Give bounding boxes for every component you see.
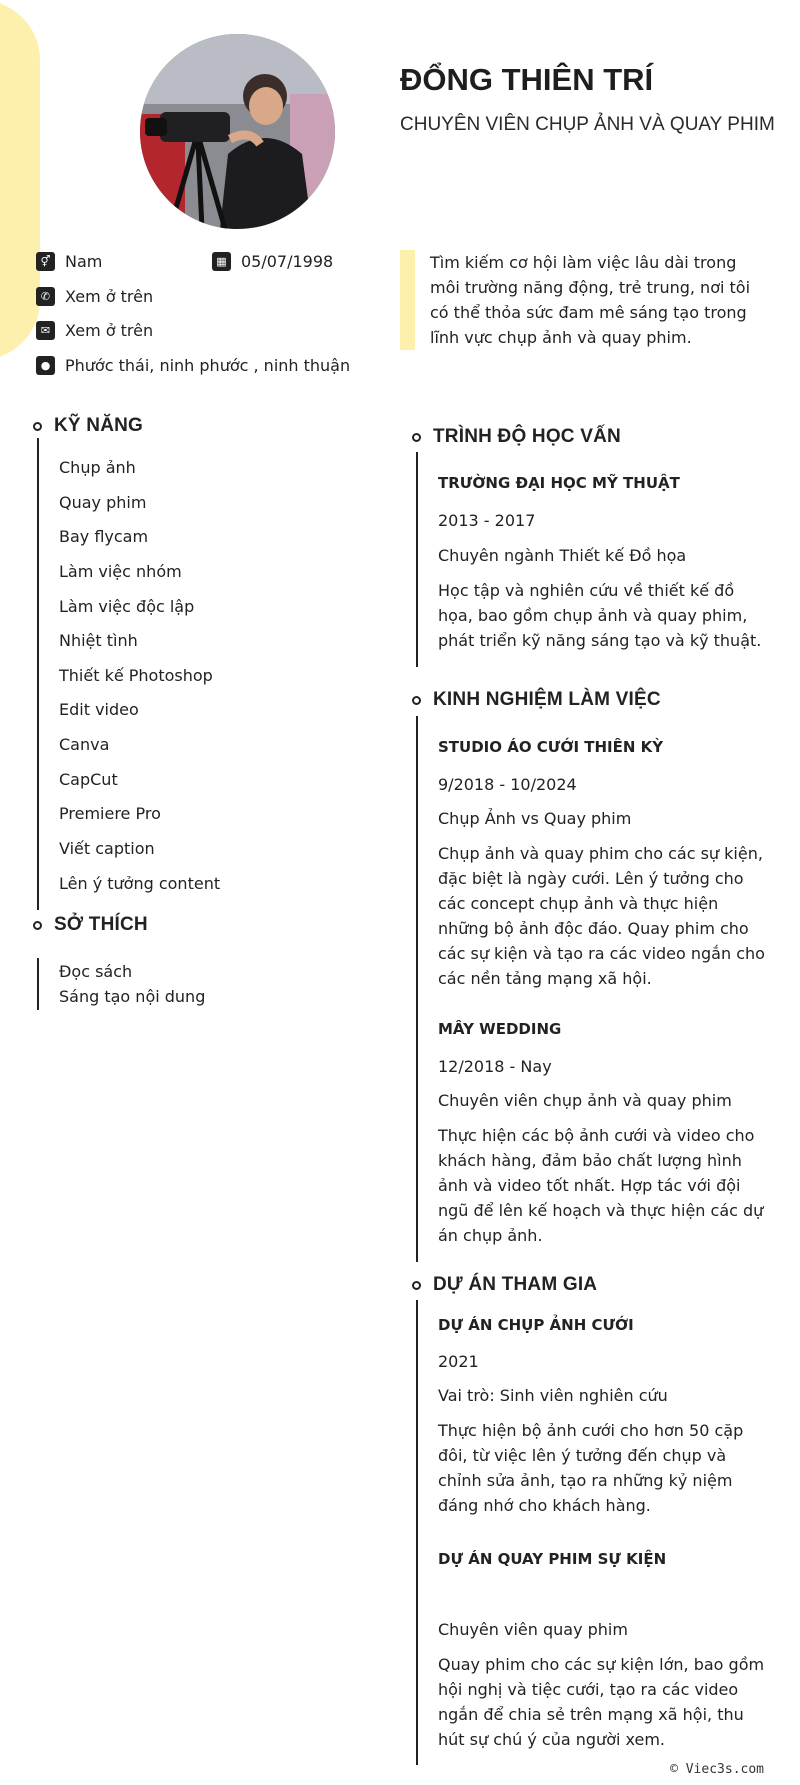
job-description: Chụp ảnh và quay phim cho các sự kiện, đặc biệt là ngày cưới. Lên ý tưởng cho các concept chụp ảnh và thực hiện những bộ ảnh độc đáo. Quay phim cho các sự kiện và tạo ra các video ngắn cho các nền tảng mạng xã hội. bbox=[438, 844, 765, 988]
section-marker-icon bbox=[412, 1281, 421, 1290]
skill-item: Làm việc nhóm bbox=[59, 562, 182, 581]
skill-item: Edit video bbox=[59, 700, 139, 719]
gender-icon: ⚥ bbox=[36, 252, 55, 271]
skill-item: Thiết kế Photoshop bbox=[59, 666, 213, 685]
projects-heading: DỰ ÁN THAM GIA bbox=[433, 1274, 598, 1295]
phone-value: Xem ở trên bbox=[65, 287, 154, 306]
education-major: Chuyên ngành Thiết kế Đồ họa bbox=[438, 546, 687, 565]
skill-item: Quay phim bbox=[59, 493, 147, 512]
skill-item: Chụp ảnh bbox=[59, 458, 136, 477]
birthday-row bbox=[212, 252, 333, 271]
school-name: TRƯỜNG ĐẠI HỌC MỸ THUẬT bbox=[438, 474, 680, 492]
photo-illustration bbox=[140, 34, 335, 229]
address-row bbox=[36, 356, 350, 375]
hobby-item: Sáng tạo nội dung bbox=[59, 987, 206, 1006]
job-period: 12/2018 - Nay bbox=[438, 1057, 552, 1076]
skills-timeline-line bbox=[37, 438, 39, 910]
hobbies-heading: SỞ THÍCH bbox=[54, 914, 148, 935]
project-description: Quay phim cho các sự kiện lớn, bao gồm hội nghị và tiệc cưới, tạo ra các video ngắn để chia sẻ trên mạng xã hội, thu hút sự chú ý của người xem. bbox=[438, 1655, 765, 1749]
address-value: Phước thái, ninh phước , ninh thuận bbox=[65, 356, 351, 375]
objective-accent-bar bbox=[400, 250, 415, 350]
education-years: 2013 - 2017 bbox=[438, 511, 536, 530]
job-title: CHUYÊN VIÊN CHỤP ẢNH VÀ QUAY PHIM bbox=[400, 114, 775, 135]
projects-heading-row bbox=[412, 1274, 597, 1296]
project-role: Chuyên viên quay phim bbox=[438, 1620, 628, 1639]
career-objective: Tìm kiếm cơ hội làm việc lâu dài trong môi trường năng động, trẻ trung, nơi tôi có thể thỏa sức đam mê sáng tạo trong lĩnh vực chụp ảnh và quay phim. bbox=[430, 253, 751, 347]
experience-heading: KINH NGHIỆM LÀM VIỆC bbox=[433, 689, 661, 710]
skill-item: Viết caption bbox=[59, 839, 155, 858]
envelope-icon: ✉ bbox=[36, 321, 55, 340]
education-description: Học tập và nghiên cứu về thiết kế đồ họa, bao gồm chụp ảnh và quay phim, phát triển kỹ năng sáng tạo và kỹ thuật. bbox=[438, 581, 762, 650]
hobby-item: Đọc sách bbox=[59, 962, 133, 981]
birthday-value: 05/07/1998 bbox=[241, 252, 334, 271]
job-role: Chụp Ảnh vs Quay phim bbox=[438, 809, 632, 828]
projects-timeline-line bbox=[416, 1300, 418, 1765]
experience-timeline-line bbox=[416, 716, 418, 1262]
phone-row bbox=[36, 287, 153, 306]
skills-heading-row bbox=[33, 415, 143, 437]
section-marker-icon bbox=[412, 696, 421, 705]
project-role: Vai trò: Sinh viên nghiên cứu bbox=[438, 1386, 668, 1405]
skills-heading: KỸ NĂNG bbox=[54, 415, 144, 436]
section-marker-icon bbox=[412, 433, 421, 442]
calendar-icon: ▦ bbox=[212, 252, 231, 271]
gender-value: Nam bbox=[65, 252, 103, 271]
footer-copyright: © Viec3s.com bbox=[670, 1762, 764, 1777]
hobbies-timeline-line bbox=[37, 958, 39, 1010]
project-name: DỰ ÁN CHỤP ẢNH CƯỚI bbox=[438, 1316, 634, 1334]
skill-item: Lên ý tưởng content bbox=[59, 874, 221, 893]
candidate-name: ĐỔNG THIÊN TRÍ bbox=[400, 62, 654, 97]
project-description: Thực hiện bộ ảnh cưới cho hơn 50 cặp đôi, từ việc lên ý tưởng đến chụp và chỉnh sửa ảnh, tạo ra những kỷ niệm đáng nhớ cho khách hàng. bbox=[438, 1421, 744, 1515]
education-heading-row bbox=[412, 426, 621, 448]
phone-icon: ✆ bbox=[36, 287, 55, 306]
location-pin-icon: ● bbox=[36, 356, 55, 375]
skill-item: Làm việc độc lập bbox=[59, 597, 195, 616]
skill-item: CapCut bbox=[59, 770, 118, 789]
project-year: 2021 bbox=[438, 1352, 479, 1371]
email-row bbox=[36, 321, 153, 340]
job-company: MÂY WEDDING bbox=[438, 1020, 562, 1038]
skill-item: Premiere Pro bbox=[59, 804, 161, 823]
education-timeline-line bbox=[416, 452, 418, 667]
education-heading: TRÌNH ĐỘ HỌC VẤN bbox=[433, 426, 621, 447]
experience-heading-row bbox=[412, 689, 661, 711]
email-value: Xem ở trên bbox=[65, 321, 154, 340]
skill-item: Bay flycam bbox=[59, 527, 149, 546]
job-description: Thực hiện các bộ ảnh cưới và video cho khách hàng, đảm bảo chất lượng hình ảnh và video tốt nhất. Hợp tác với đội ngũ để lên kế hoạch và thực hiện các dự án chụp ảnh. bbox=[438, 1126, 764, 1245]
profile-photo bbox=[140, 34, 335, 229]
section-marker-icon bbox=[33, 422, 42, 431]
skill-item: Canva bbox=[59, 735, 110, 754]
project-name: DỰ ÁN QUAY PHIM SỰ KIỆN bbox=[438, 1550, 667, 1568]
gender-row bbox=[36, 252, 102, 271]
job-period: 9/2018 - 10/2024 bbox=[438, 775, 577, 794]
job-company: STUDIO ÁO CƯỚI THIÊN KỲ bbox=[438, 738, 664, 756]
skill-item: Nhiệt tình bbox=[59, 631, 138, 650]
job-role: Chuyên viên chụp ảnh và quay phim bbox=[438, 1091, 732, 1110]
hobbies-heading-row bbox=[33, 914, 148, 936]
decorative-arc bbox=[0, 0, 40, 360]
section-marker-icon bbox=[33, 921, 42, 930]
